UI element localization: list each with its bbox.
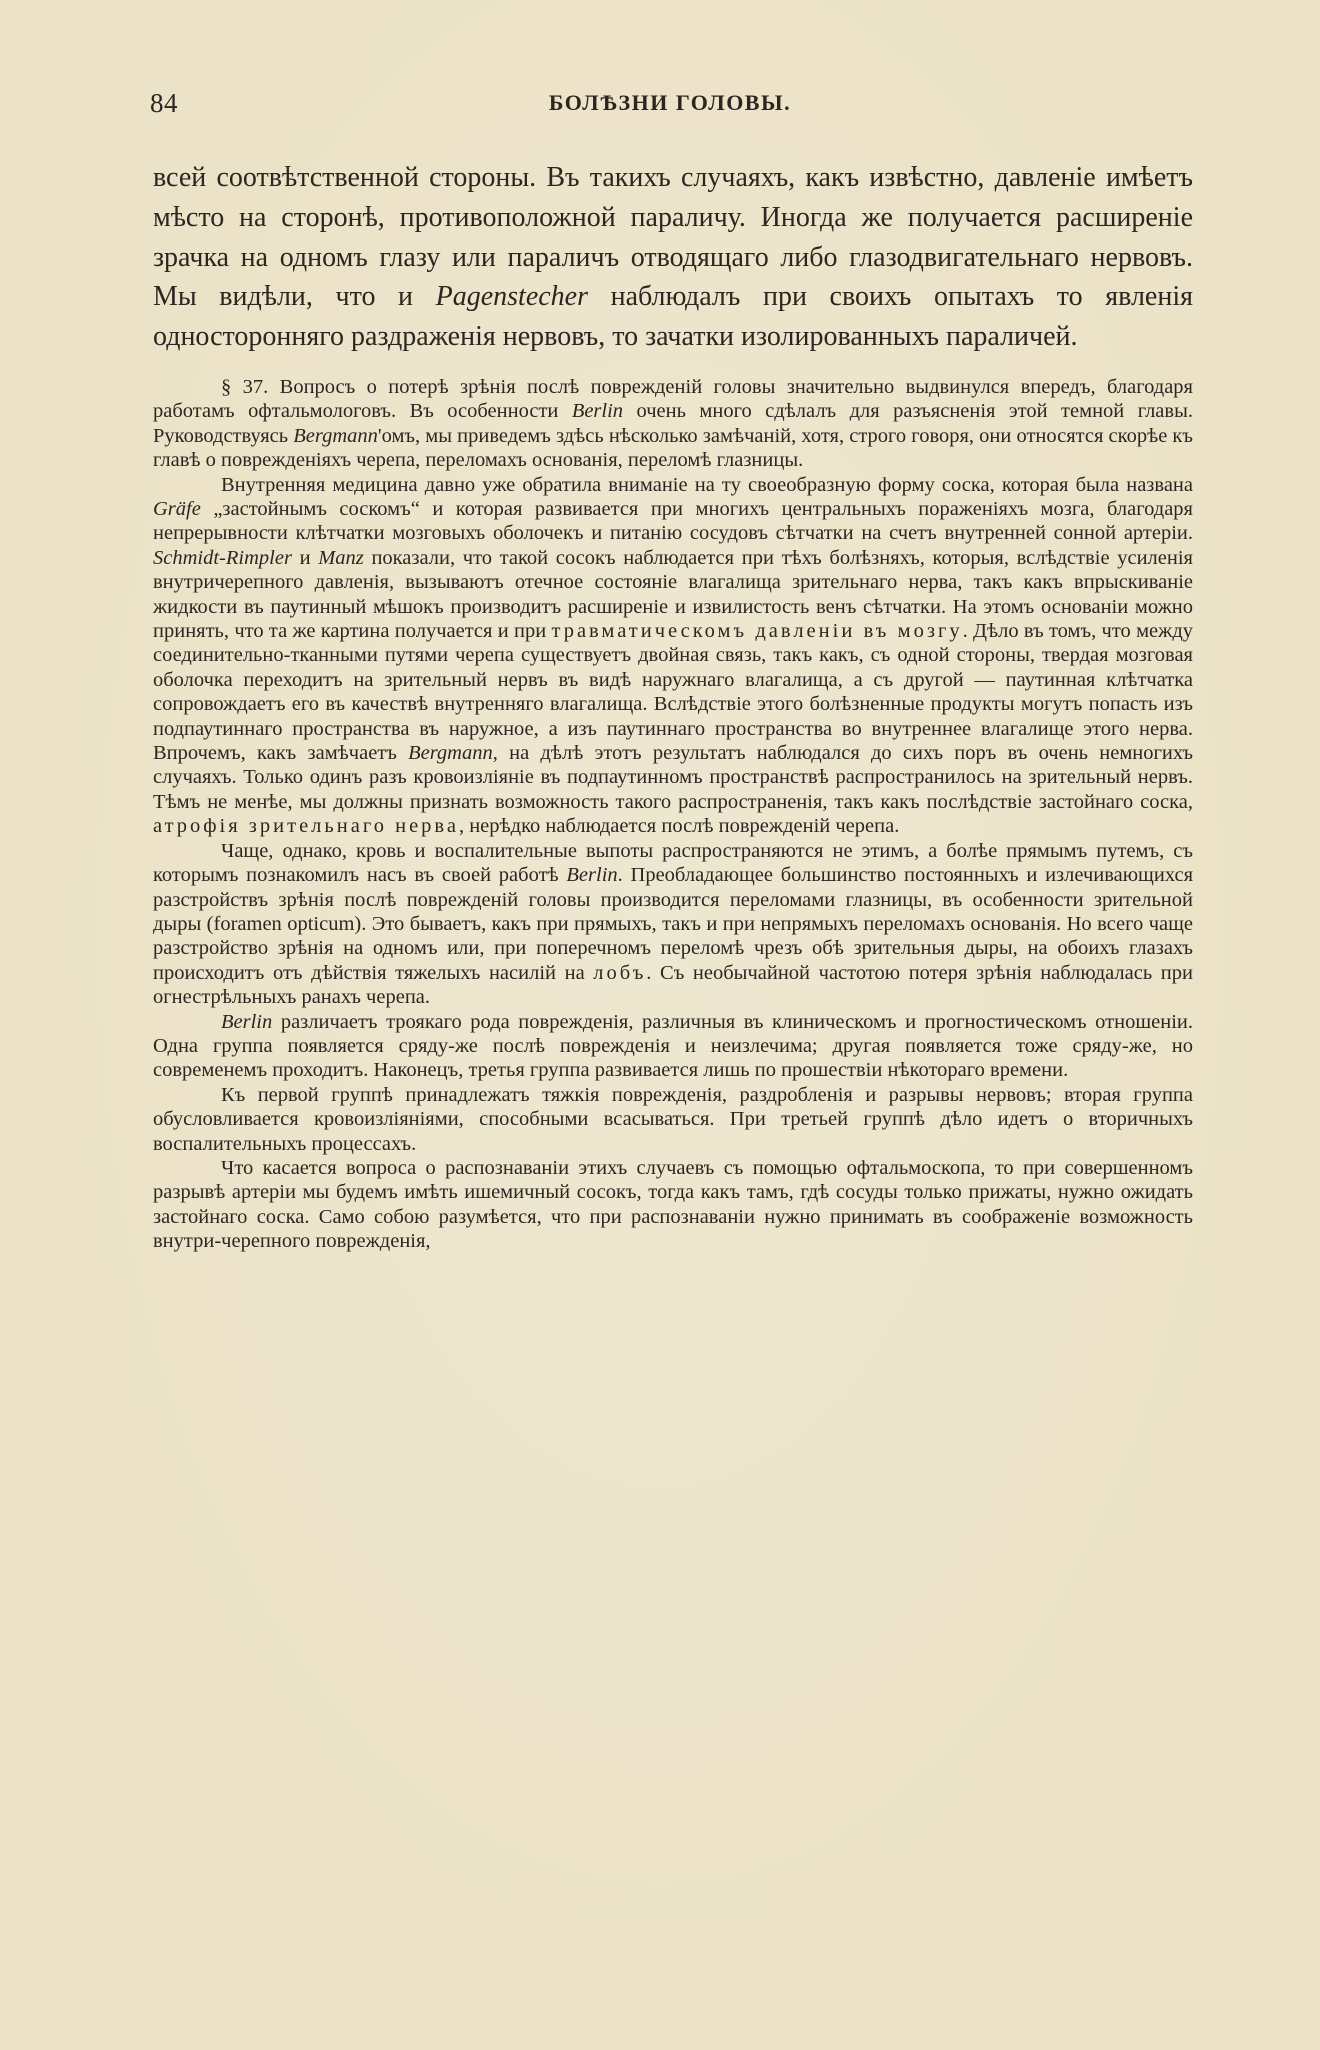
fractures-text-1: Чаще, однако, кровь и воспалительные выпоты распространяются не этимъ, а болѣе прямымъ путемъ, съ которымъ познакомилъ насъ въ своей работѣ bbox=[153, 839, 1193, 887]
congestion-text-3: и bbox=[291, 546, 319, 569]
section-37-text-3: 'омъ, мы приведемъ здѣсь нѣсколько замѣчаній, хотя, строго говоря, они относятся скорѣе къ главѣ о поврежденіяхъ черепа, переломахъ основанія, переломѣ глазницы. bbox=[153, 424, 1193, 472]
author-name-schmidt-rimpler: Schmidt-Rimpler bbox=[153, 546, 292, 569]
congestion-text-6: , на дѣлѣ этотъ результатъ наблюдался до сихъ поръ въ очень немногихъ случаяхъ. Только одинъ разъ кровоизліяніе въ подпаутинномъ пространствѣ распространилось на зрительный нервъ. Тѣмъ не менѣе, мы должны признать возможность такого распространенія, такъ какъ послѣдствіе застойнаго соска, bbox=[153, 742, 1193, 813]
lead-paragraph bbox=[153, 158, 1193, 357]
groups-paragraph bbox=[153, 1010, 1193, 1083]
congestion-text-2: „застойнымъ соскомъ“ и которая развивается при многихъ центральныхъ пораженіяхъ мозга, благодаря непрерывности клѣтчатки мозговыхъ оболочекъ и питанію сосудовъ сѣтчатки на счетъ внутренней сонной артеріи. bbox=[153, 498, 1193, 545]
lead-text-1: всей соотвѣтственной стороны. Въ такихъ случаяхъ, какъ извѣстно, давленіе имѣетъ мѣсто на сторонѣ, противоположной параличу. Иногда же получается расширеніе зрачка на одномъ глазу или параличъ отводящаго либо глазодвигательнаго нервовъ. Мы видѣли, что и bbox=[153, 162, 1193, 313]
fractures-paragraph bbox=[153, 839, 1193, 1010]
author-name-berlin-3: Berlin bbox=[221, 1010, 273, 1033]
page-header bbox=[150, 88, 1190, 124]
body-text bbox=[153, 158, 1193, 1254]
congestion-text-4: показали, что такой сосокъ наблюдается при тѣхъ болѣзняхъ, которыя, вслѣдствіе усиленія внутричерепного давленія, вызываютъ отечное состояніе влагалища зрительнаго нерва, такъ какъ впрыскиваніе жидкости въ паутинный мѣшокъ производитъ расширеніе и извилистость венъ сѣтчатки. На этомъ основаніи можно принять, что та же картина получается и при bbox=[153, 546, 1193, 643]
author-name-bergmann-2: Bergmann bbox=[408, 742, 493, 765]
author-name-berlin-2: Berlin bbox=[566, 864, 618, 887]
congestion-text-7: , нерѣдко наблюдается послѣ поврежденій черепа. bbox=[458, 815, 900, 838]
fractures-text-2: . Преобладающее большинство постоянныхъ и излечивающихся разстройствъ зрѣнія послѣ поврежденій головы производится переломами глазницы, въ особенности зрительной дыры (foramen opticum). Это бываетъ, какъ при прямыхъ, такъ и при непрямыхъ переломахъ основанія. Но всего чаще разстройство зрѣнія на одномъ или, при поперечномъ переломѣ чрезъ обѣ зрительныя дыры, на обоихъ глазахъ происходитъ отъ дѣйствія тяжелыхъ насилій на bbox=[153, 864, 1194, 984]
author-name-pagenstecher: Pagenstecher bbox=[435, 281, 588, 313]
author-name-berlin: Berlin bbox=[571, 400, 624, 423]
author-name-manz: Manz bbox=[318, 546, 364, 569]
lead-text-2: наблюдалъ при своихъ опытахъ то явленія односторонняго раздраженія нервовъ, то зачатки изолированныхъ параличей. bbox=[153, 281, 1193, 353]
first-group-paragraph: Къ первой группѣ принадлежатъ тяжкія поврежденія, раздробленія и разрывы нервовъ; вторая группа обусловливается кровоизліяніями, способными всасываться. При третьей группѣ дѣло идетъ о вторичныхъ воспалительныхъ процессахъ. bbox=[153, 1083, 1193, 1155]
author-name-bergmann: Bergmann bbox=[293, 424, 378, 447]
emphasized-word: лобъ bbox=[593, 961, 647, 984]
fractures-text-3: . Съ необычайной частотою потеря зрѣнія наблюдалась при огнестрѣльныхъ ранахъ черепа. bbox=[153, 961, 1193, 1009]
emphasized-phrase: травматическомъ давленіи въ мозгу bbox=[551, 620, 963, 643]
section-37-text-2: очень много сдѣлалъ для разъясненія этой темной главы. Руководствуясь bbox=[153, 400, 1193, 447]
author-name-graefe: Gräfe bbox=[153, 498, 201, 521]
diagnosis-paragraph: Что касается вопроса о распознаваніи этихъ случаевъ съ помощью офтальмоскопа, то при совершенномъ разрывѣ артеріи мы будемъ имѣть ишемичный сосокъ, тогда какъ тамъ, гдѣ сосуды только прижаты, нужно ожидать застойнаго соска. Само собою разумѣется, что при распознаваніи нужно принимать въ соображеніе возможность внутри-черепного поврежденія, bbox=[153, 1156, 1193, 1253]
section-37-text-1: § 37. Вопросъ о потерѣ зрѣнія послѣ поврежденій головы значительно выдвинулся впередъ, благодаря работамъ офтальмологовъ. Въ особенности bbox=[153, 375, 1193, 423]
congestion-paragraph bbox=[153, 473, 1193, 839]
groups-text: различаетъ троякаго рода поврежденія, различныя въ клиническомъ и прогностическомъ отношеніи. Одна группа появляется сряду-же послѣ поврежденія и неизлечима; другая появляется тоже сряду-же, но современемъ проходитъ. Наконецъ, третья группа развивается лишь по прошествіи нѣкотораго времени. bbox=[153, 1010, 1193, 1082]
congestion-text-1: Внутренняя медицина давно уже обратила вниманіе на ту своеобразную форму соска, которая была названа bbox=[221, 473, 1193, 496]
emphasized-phrase-2: атрофія зрительнаго нерва bbox=[153, 815, 459, 838]
section-37-paragraph bbox=[153, 375, 1193, 473]
running-title: БОЛѢЗНИ ГОЛОВЫ. bbox=[548, 90, 792, 115]
page-number: 84 bbox=[150, 88, 178, 118]
congestion-text-5: . Дѣло въ томъ, что между соединительно-тканными путями черепа существуетъ двойная связь, такъ какъ, съ одной стороны, твердая мозговая оболочка переходитъ на зрительный нервъ въ видѣ наружнаго влагалища, а съ другой — паутинная клѣтчатка сопровождаетъ его въ качествѣ внутренняго влагалища. Вслѣдствіе этого болѣзненные продукты могутъ попасть изъ подпаутиннаго пространства въ наружное, а изъ паутиннаго пространства во внутреннее влагалище этого нерва. Впрочемъ, какъ замѣчаетъ bbox=[153, 620, 1193, 765]
